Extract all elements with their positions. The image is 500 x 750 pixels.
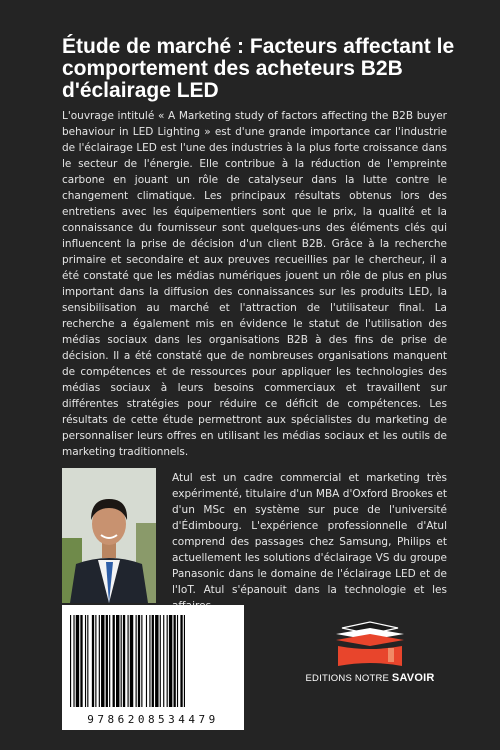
barcode-bar [174,615,176,707]
barcode-bar [177,615,178,707]
author-photo [62,468,156,603]
barcode-bar [109,615,110,707]
barcode-bar [106,615,108,707]
book-summary: L'ouvrage intitulé « A Marketing study of factors affecting the B2B buyer behaviour in LED Lighting » est d'une grande importance car l'industrie de l'éclairage LED est l'une des industries à la plus forte croissance dans le secteur de l'énergie. Elle contribue à la réduction de l'empreinte carbone en jouant un rôle de catalyseur dans la lutte contre le changement climatique. Les principaux résultats obtenus lors des entretiens avec les équipementiers sont que le prix, la qualité et la connaissance du fournisseur sont quelques-uns des éléments clés qui influencent la prise de décision d'un client B2B. Grâce à la recherche primaire et secondaire et aux preuves recueillies par le chercheur, il a été constaté que les médias numériques jouent un rôle de plus en plus important dans la diffusion des connaissances sur les produits LED, la sensibilisation au marché et l'attraction de l'utilisateur final. La recherche a également mis en évidence le statut de l'utilisation des médias sociaux dans les organisations B2B à des fins de prise de décision. Il a été constaté que de nombreuses organisations manquent de compétences et de ressources pour appliquer les technologies des médias sociaux à leurs besoins commerciaux et travaillent sur différentes stratégies pour réduire ce déficit de compétences. Les résultats de cette étude permettront aux spécialistes du marketing de personnaliser leurs offres en utilisant les médias sociaux et les outils de marketing traditionnels. [62,110,447,458]
barcode-bar [73,615,74,707]
book-title: Étude de marché : Facteurs affectant le comportement des acheteurs B2B d'éclairage LED [62,35,455,102]
barcode-bar [130,615,133,707]
barcode-bar [128,615,129,707]
barcode-bar [85,615,86,707]
barcode-bar [99,615,100,707]
isbn-barcode [62,605,244,730]
barcode-bar [138,615,140,707]
barcode-bar [136,615,137,707]
barcode-bar [169,615,172,707]
barcode-bar [76,615,79,707]
barcode-bar [160,615,161,707]
barcode-bar [155,615,158,707]
barcode-bar [163,615,164,707]
barcode-bar [146,615,147,707]
barcode-bar [152,615,154,707]
isbn-number: 9786208534479 [87,713,219,726]
barcode-bar [123,615,125,707]
barcode-bar [87,615,88,707]
barcode-bar [92,615,94,707]
barcode-bar [101,615,104,707]
barcode-bar [184,615,185,707]
publisher-emphasis: SAVOIR [391,672,435,684]
barcode-bar [80,615,82,707]
barcode-bar [121,615,122,707]
publisher-prefix: EDITIONS NOTRE [305,673,390,684]
barcode-bar [70,615,71,707]
barcode-bar [141,615,142,707]
publisher-name [300,672,440,684]
barcode-bar [95,615,96,707]
author-bio: Atul est un cadre commercial et marketing très expérimenté, titulaire d'un MBA d'Oxford Brookes et d'un MSc en système sur puce de l'université d'Édimbourg. L'expérience professionnelle d'Atul comprend des passages chez Samsung, Philips et actuellement les solutions d'éclairage VS du groupe Panasonic dans le domaine de l'éclairage LED et de l'IoT. Atul s'épanouit dans la technologie et les [172,472,447,596]
barcode-bar [113,615,115,707]
barcode-bar [116,615,119,707]
barcode-bar [180,615,182,707]
barcode-bar [167,615,168,707]
barcode-bar [149,615,150,707]
